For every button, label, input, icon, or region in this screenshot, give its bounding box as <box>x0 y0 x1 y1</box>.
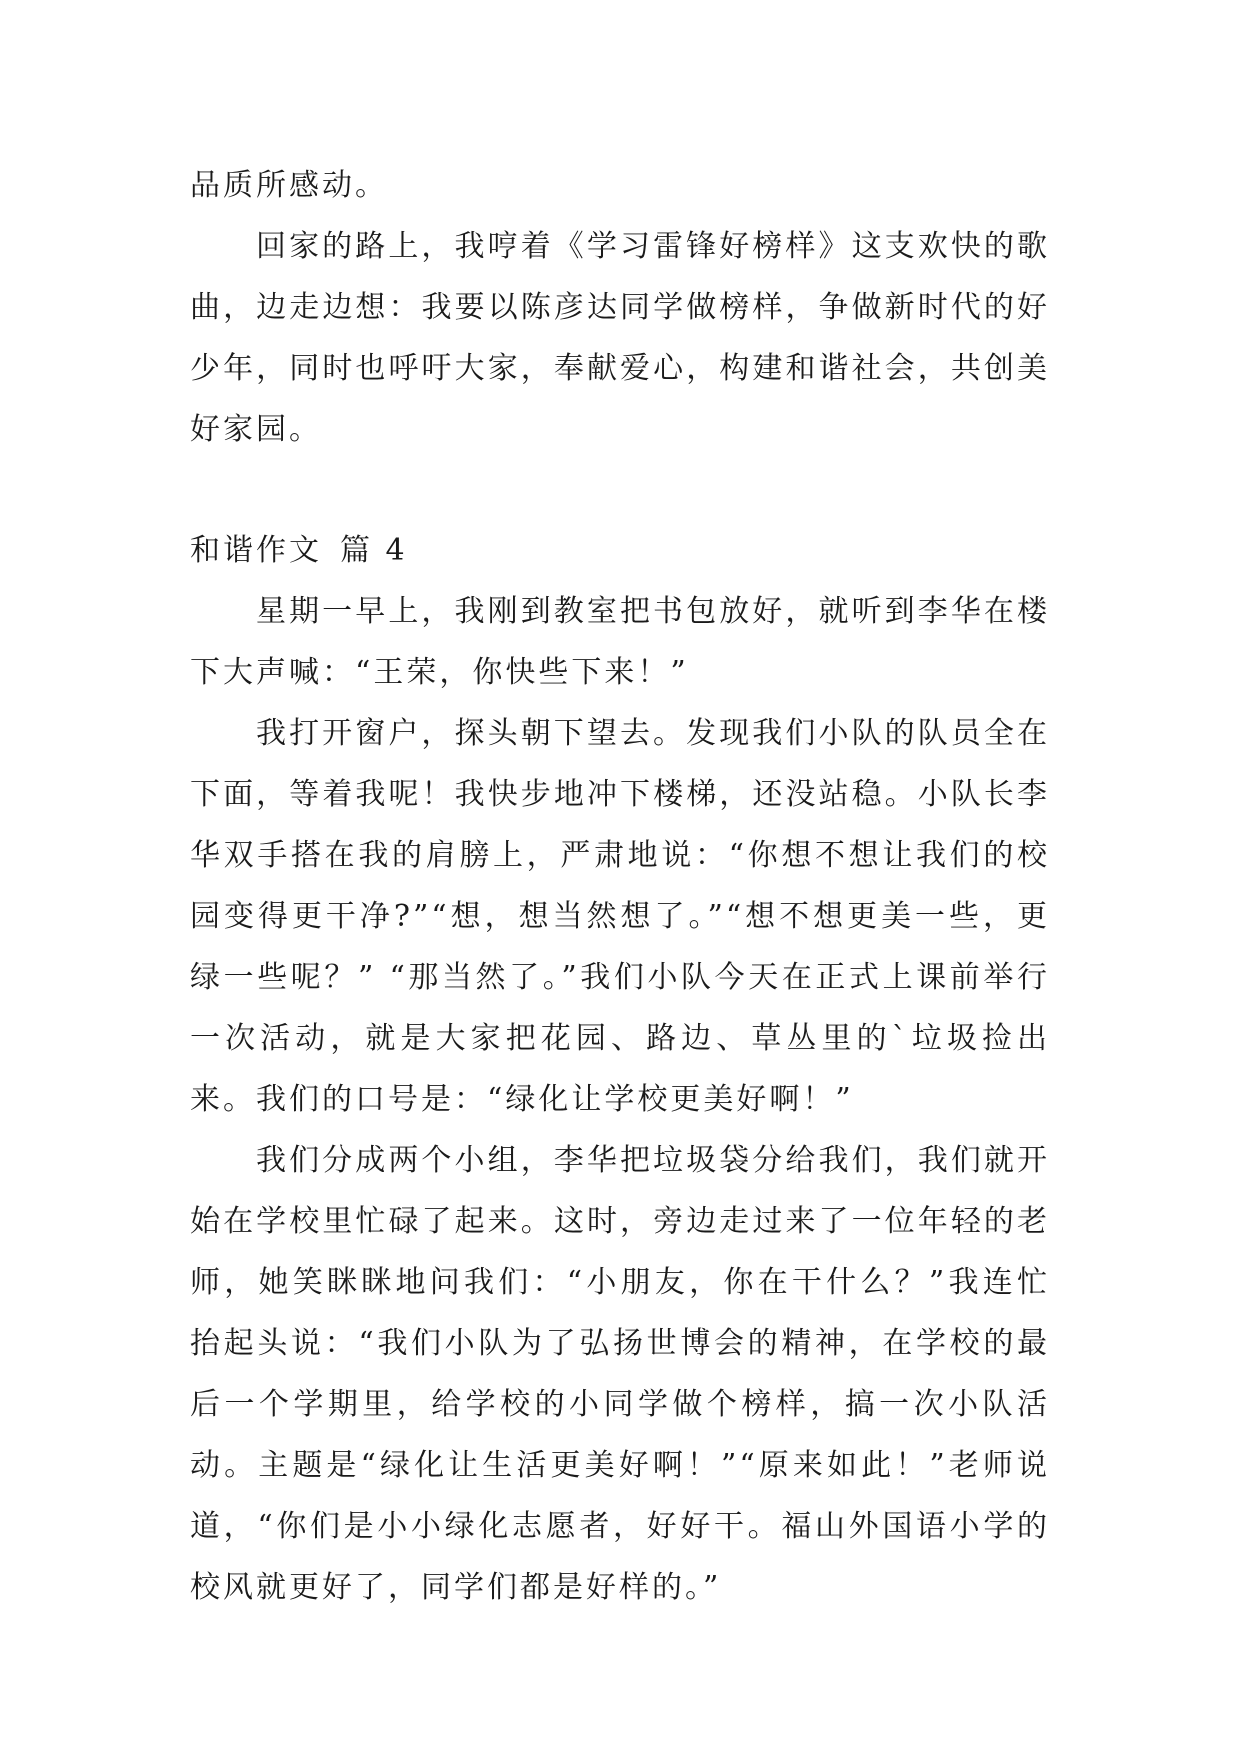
paragraph-3: 星期一早上，我刚到教室把书包放好，就听到李华在楼下大声喊：“王荣，你快些下来！” <box>190 594 1050 690</box>
section-heading-title: 和谐作文 <box>190 533 322 568</box>
paragraph-4: 我打开窗户，探头朝下望去。发现我们小队的队员全在下面，等着我呢！我快步地冲下楼梯，还没站稳。小队长李华双手搭在我的肩膀上，严肃地说：“你想不想让我们的校园变得更干净?”“想，想当然想了。”“想不想更美一些，更绿一些呢？” “那当然了。”我们小队今天在正式上课前举行一次活动，就是大家把花园、路边、草丛里的`垃圾捡出来。我们的口号是：“绿化让学校更美好啊！” <box>190 716 1050 1117</box>
paragraph-2: 回家的路上，我哼着《学习雷锋好榜样》这支欢快的歌曲，边走边想：我要以陈彦达同学做榜样，争做新时代的好少年，同时也呼吁大家，奉献爱心，构建和谐社会，共创美好家园。 <box>190 229 1050 447</box>
section-heading-number: 篇 4 <box>340 533 408 568</box>
document-body <box>190 155 1050 1618</box>
paragraph-1: 品质所感动。 <box>190 168 388 203</box>
section-heading <box>190 520 1050 581</box>
paragraph-5: 我们分成两个小组，李华把垃圾袋分给我们，我们就开始在学校里忙碌了起来。这时，旁边走过来了一位年轻的老师，她笑眯眯地问我们：“小朋友，你在干什么？”我连忙抬起头说：“我们小队为了弘扬世博会的精神，在学校的最后一个学期里，给学校的小同学做个榜样，搞一次小队活动。主题是“绿化让生活更美好啊！”“原来如此！”老师说道，“你们是小小绿化志愿者，好好干。福山外国语小学的校风就更好了，同学们都是好样的。” <box>190 1143 1050 1605</box>
